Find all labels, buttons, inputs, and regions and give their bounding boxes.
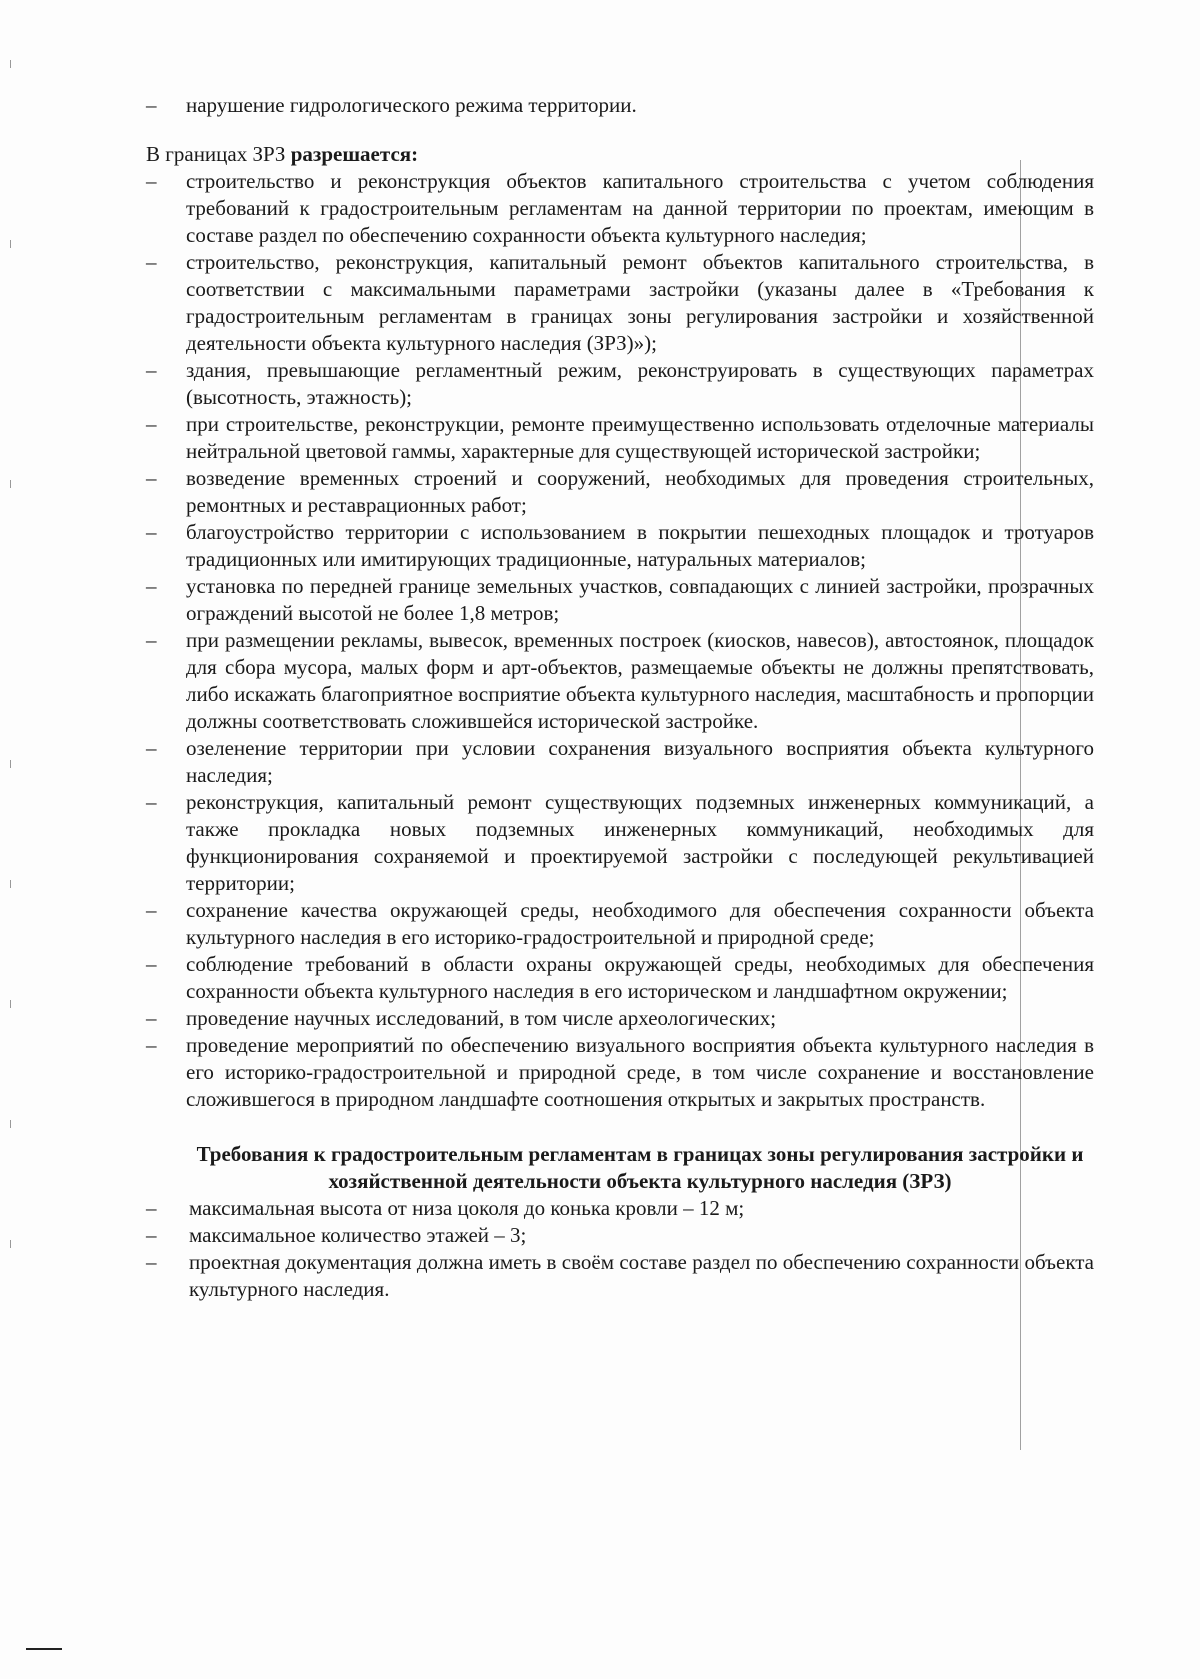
list-dash: –: [146, 250, 157, 274]
intro-bold: разрешается:: [290, 142, 419, 166]
list-item-text: соблюдение требований в области охраны окружающей среды, необходимых для обеспечения сохранности объекта культурного наследия в его историческом и ландшафтном окружении;: [186, 952, 1094, 1003]
list-dash: –: [146, 1223, 157, 1247]
list-dash: –: [146, 1006, 157, 1030]
list-item: [146, 465, 1094, 519]
list-item-text: проектная документация должна иметь в своём составе раздел по обеспечению сохранности объекта культурного наследия.: [189, 1250, 1094, 1301]
list-item: [146, 1032, 1094, 1113]
list-item: [146, 357, 1094, 411]
list-item-text: возведение временных строений и сооружений, необходимых для проведения строительных, ремонтных и реставрационных работ;: [186, 466, 1094, 517]
list-dash: –: [146, 412, 157, 436]
list-item: [146, 249, 1094, 357]
list-dash: –: [146, 898, 157, 922]
list-dash: –: [146, 574, 157, 598]
list-item-text: максимальная высота от низа цоколя до конька кровли – 12 м;: [189, 1196, 745, 1220]
scan-corner-mark: [26, 1648, 62, 1650]
section-heading: Требования к градостроительным регламентам в границах зоны регулирования застройки и хозяйственной деятельности объекта культурного наследия (ЗРЗ): [196, 1142, 1084, 1193]
list-item-text: при размещении рекламы, вывесок, временных построек (киосков, навесов), автостоянок, площадок для сбора мусора, малых форм и арт-объектов, размещаемые объекты не должны препятствовать, либо искажать благоприятное восприятие объекта культурного наследия, масштабность и пропорции должны соответствовать сложившейся исторической застройке.: [186, 628, 1095, 733]
list-item: [146, 627, 1094, 735]
list-dash: –: [146, 628, 157, 652]
list-item: [146, 951, 1094, 1005]
list-item-text: нарушение гидрологического режима территории.: [186, 93, 637, 117]
list-dash: –: [146, 466, 157, 490]
list-item-text: сохранение качества окружающей среды, необходимого для обеспечения сохранности объекта культурного наследия в его историко-градостроительной и природной среде;: [186, 898, 1094, 949]
list-item: [146, 1249, 1094, 1303]
list-item-text: здания, превышающие регламентный режим, реконструировать в существующих параметрах (высотность, этажность);: [186, 358, 1094, 409]
list-dash: –: [146, 93, 157, 117]
list-item-text: максимальное количество этажей – 3;: [189, 1223, 527, 1247]
list-item: [146, 1222, 1094, 1249]
list-item-text: строительство, реконструкция, капитальный ремонт объектов капитального строительства, в соответствии с максимальными параметрами застройки (указаны далее в «Требования к градостроительным регламентам в границах зоны регулирования застройки и хозяйственной деятельности объекта культурного наследия (ЗРЗ)»);: [186, 250, 1094, 355]
list-item-text: строительство и реконструкция объектов капитального строительства с учетом соблюдения требований к градостроительным регламентам на данной территории по проектам, имеющим в составе раздел по обеспечению сохранности объекта культурного наследия;: [186, 169, 1094, 247]
list-item: [146, 573, 1094, 627]
list-item: [146, 897, 1094, 951]
list-item-text: благоустройство территории с использованием в покрытии пешеходных площадок и тротуаров традиционных или имитирующих традиционные, натуральных материалов;: [186, 520, 1094, 571]
list-dash: –: [146, 1250, 157, 1274]
list-dash: –: [146, 1033, 157, 1057]
section-intro: [146, 141, 1094, 168]
list-item-text: установка по передней границе земельных участков, совпадающих с линией застройки, прозрачных ограждений высотой не более 1,8 метров;: [186, 574, 1094, 625]
requirements-list: [146, 1195, 1094, 1303]
list-item-text: реконструкция, капитальный ремонт существующих подземных инженерных коммуникаций, а также прокладка новых подземных инженерных коммуникаций, необходимых для функционирования сохраняемой и проектируемой застройки с последующей рекультивацией территории;: [186, 790, 1094, 895]
list-dash: –: [146, 520, 157, 544]
document-body: [146, 92, 1094, 1303]
scan-margin-marks: [10, 60, 14, 1260]
continued-list-item: [146, 92, 1094, 119]
list-item-text: проведение научных исследований, в том числе археологических;: [186, 1006, 777, 1030]
allowed-list: [146, 168, 1094, 1113]
list-item-text: проведение мероприятий по обеспечению визуального восприятия объекта культурного наследия в его историко-градостроительной и природной среде, в том числе сохранение и восстановление сложившегося в природном ландшафте соотношения открытых и закрытых пространств.: [186, 1033, 1094, 1111]
list-item: [146, 1195, 1094, 1222]
list-item-text: при строительстве, реконструкции, ремонте преимущественно использовать отделочные материалы нейтральной цветовой гаммы, характерные для существующей исторической застройки;: [186, 412, 1094, 463]
list-dash: –: [146, 1196, 157, 1220]
list-item: [146, 789, 1094, 897]
intro-prefix: В границах ЗРЗ: [146, 142, 291, 166]
list-item: [146, 519, 1094, 573]
list-dash: –: [146, 790, 157, 814]
list-item: [146, 735, 1094, 789]
list-item: [146, 411, 1094, 465]
list-dash: –: [146, 736, 157, 760]
list-dash: –: [146, 358, 157, 382]
list-item: [146, 1005, 1094, 1032]
list-item-text: озеленение территории при условии сохранения визуального восприятия объекта культурного наследия;: [186, 736, 1094, 787]
list-dash: –: [146, 169, 157, 193]
list-item: [146, 168, 1094, 249]
list-dash: –: [146, 952, 157, 976]
